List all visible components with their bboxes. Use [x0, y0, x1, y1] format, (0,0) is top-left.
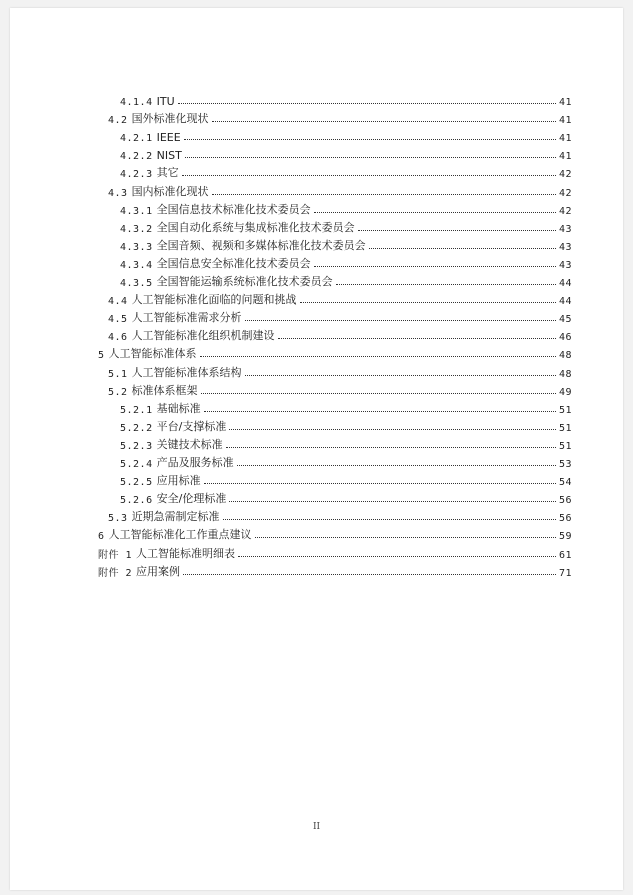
- toc-entry-title: 其它: [156, 166, 179, 179]
- toc-entry-page: 48: [558, 369, 572, 380]
- toc-entry-page: 54: [558, 477, 572, 488]
- toc-entry[interactable]: [120, 90, 572, 108]
- toc-entry-title: 标准体系框架: [131, 384, 198, 397]
- toc-entry-page: 42: [558, 206, 572, 217]
- toc-dot-leader: [229, 501, 556, 502]
- toc-entry-page: 42: [558, 188, 572, 199]
- toc-entry-page: 43: [558, 260, 572, 271]
- toc-entry-title: ITU: [156, 95, 175, 108]
- toc-entry[interactable]: [120, 235, 572, 253]
- toc-entry[interactable]: [120, 488, 572, 506]
- toc-entry-title: 关键技术标准: [156, 438, 223, 451]
- toc-entry[interactable]: [120, 452, 572, 470]
- toc-entry[interactable]: [120, 126, 572, 144]
- document-page: [10, 8, 623, 890]
- toc-entry-number: 附件 1: [98, 550, 133, 561]
- toc-entry-number: 4.3.2: [120, 224, 153, 235]
- toc-entry-page: 46: [558, 332, 572, 343]
- toc-entry[interactable]: [120, 470, 572, 488]
- toc-entry-page: 44: [558, 296, 572, 307]
- toc-entry-title: 安全/伦理标准: [156, 492, 227, 505]
- toc-dot-leader: [223, 519, 556, 520]
- toc-entry-number: 5.2: [108, 387, 128, 398]
- toc-entry-title: 全国信息技术标准化技术委员会: [156, 203, 311, 216]
- toc-dot-leader: [182, 175, 556, 176]
- toc-dot-leader: [237, 465, 556, 466]
- toc-entry[interactable]: [120, 271, 572, 289]
- toc-entry[interactable]: [98, 543, 572, 561]
- page-number: II: [312, 822, 321, 832]
- toc-dot-leader: [314, 266, 556, 267]
- toc-entry-number: 4.3.1: [120, 206, 153, 217]
- toc-entry[interactable]: [120, 199, 572, 217]
- toc-dot-leader: [245, 320, 556, 321]
- toc-entry[interactable]: [120, 253, 572, 271]
- toc-entry-number: 4.1.4: [120, 97, 153, 108]
- toc-entry[interactable]: [120, 398, 572, 416]
- toc-entry-number: 5: [98, 350, 105, 361]
- toc-dot-leader: [226, 447, 556, 448]
- toc-entry-title: 近期急需制定标准: [131, 510, 220, 523]
- toc-entry-title: 基础标准: [156, 402, 201, 415]
- toc-entry[interactable]: [108, 506, 572, 524]
- toc-entry-page: 42: [558, 169, 572, 180]
- toc-entry-number: 4.2: [108, 115, 128, 126]
- toc-entry-page: 41: [558, 115, 572, 126]
- toc-dot-leader: [238, 556, 556, 557]
- toc-entry-page: 59: [558, 531, 572, 542]
- toc-entry-page: 71: [558, 568, 572, 579]
- toc-entry-page: 41: [558, 133, 572, 144]
- toc-entry[interactable]: [120, 162, 572, 180]
- toc-entry-number: 4.2.2: [120, 151, 153, 162]
- toc-entry-title: 国外标准化现状: [131, 112, 209, 125]
- toc-entry-title: 人工智能标准化组织机制建设: [131, 329, 275, 342]
- toc-entry-page: 61: [558, 550, 572, 561]
- toc-entry-title: 人工智能标准明细表: [136, 547, 236, 560]
- toc-dot-leader: [185, 157, 556, 158]
- toc-dot-leader: [336, 284, 556, 285]
- toc-entry-title: 平台/支撑标准: [156, 420, 227, 433]
- toc-dot-leader: [358, 230, 556, 231]
- toc-entry-page: 53: [558, 459, 572, 470]
- toc-entry-title: 全国自动化系统与集成标准化技术委员会: [156, 221, 355, 234]
- toc-entry-title: 应用标准: [156, 474, 201, 487]
- toc-entry-title: 全国音频、视频和多媒体标准化技术委员会: [156, 239, 366, 252]
- toc-dot-leader: [184, 139, 556, 140]
- toc-entry-number: 附件 2: [98, 568, 133, 579]
- toc-dot-leader: [278, 338, 556, 339]
- toc-entry[interactable]: [120, 144, 572, 162]
- toc-entry-title: 全国信息安全标准化技术委员会: [156, 257, 311, 270]
- toc-entry-number: 5.2.2: [120, 423, 153, 434]
- toc-entry-number: 4.3.5: [120, 278, 153, 289]
- toc-entry-page: 48: [558, 350, 572, 361]
- toc-entry-title: 人工智能标准体系结构: [131, 366, 242, 379]
- toc-entry-title: IEEE: [156, 131, 181, 144]
- toc-entry-page: 43: [558, 242, 572, 253]
- toc-entry-number: 4.3.4: [120, 260, 153, 271]
- toc-entry-number: 5.2.5: [120, 477, 153, 488]
- toc-dot-leader: [201, 393, 556, 394]
- toc-dot-leader: [300, 302, 556, 303]
- toc-entry-number: 5.2.3: [120, 441, 153, 452]
- toc-entry-number: 5.2.1: [120, 405, 153, 416]
- toc-entry[interactable]: [108, 108, 572, 126]
- toc-dot-leader: [369, 248, 556, 249]
- toc-dot-leader: [314, 212, 556, 213]
- toc-entry[interactable]: [98, 524, 572, 542]
- toc-entry-page: 56: [558, 495, 572, 506]
- toc-entry[interactable]: [120, 217, 572, 235]
- toc-entry-page: 43: [558, 224, 572, 235]
- toc-dot-leader: [178, 103, 556, 104]
- toc-entry-number: 4.2.3: [120, 169, 153, 180]
- toc-dot-leader: [229, 429, 556, 430]
- toc-entry-title: 人工智能标准化面临的问题和挑战: [131, 293, 297, 306]
- toc-entry-number: 4.2.1: [120, 133, 153, 144]
- toc-entry-page: 51: [558, 441, 572, 452]
- toc-entry[interactable]: [120, 416, 572, 434]
- toc-entry-number: 5.1: [108, 369, 128, 380]
- toc-entry-number: 4.3.3: [120, 242, 153, 253]
- toc-entry-title: 应用案例: [136, 565, 181, 578]
- toc-entry-number: 4.5: [108, 314, 128, 325]
- toc-entry-number: 4.4: [108, 296, 128, 307]
- toc-dot-leader: [204, 411, 556, 412]
- toc-entry-title: NIST: [156, 149, 182, 162]
- toc-entry[interactable]: [108, 362, 572, 380]
- toc-entry-number: 4.3: [108, 188, 128, 199]
- toc-entry-page: 51: [558, 405, 572, 416]
- toc-entry-title: 人工智能标准需求分析: [131, 311, 242, 324]
- toc-entry-title: 国内标准化现状: [131, 185, 209, 198]
- toc-entry[interactable]: [108, 289, 572, 307]
- toc-entry[interactable]: [98, 343, 572, 361]
- toc-dot-leader: [212, 194, 556, 195]
- toc-entry-title: 全国智能运输系统标准化技术委员会: [156, 275, 333, 288]
- toc-entry[interactable]: [108, 307, 572, 325]
- toc-entry-number: 5.2.6: [120, 495, 153, 506]
- toc-entry-page: 41: [558, 151, 572, 162]
- toc-dot-leader: [200, 356, 556, 357]
- toc-entry[interactable]: [98, 561, 572, 579]
- toc-dot-leader: [245, 375, 556, 376]
- toc-entry[interactable]: [108, 380, 572, 398]
- toc-entry-page: 44: [558, 278, 572, 289]
- toc-entry-page: 49: [558, 387, 572, 398]
- toc-dot-leader: [212, 121, 556, 122]
- toc-entry-number: 4.6: [108, 332, 128, 343]
- toc-entry[interactable]: [108, 181, 572, 199]
- toc-entry-title: 产品及服务标准: [156, 456, 234, 469]
- toc-entry[interactable]: [120, 434, 572, 452]
- toc-dot-leader: [183, 574, 556, 575]
- toc-entry-page: 41: [558, 97, 572, 108]
- toc-entry-page: 56: [558, 513, 572, 524]
- toc-entry-page: 51: [558, 423, 572, 434]
- toc-entry-number: 5.3: [108, 513, 128, 524]
- toc-entry-number: 6: [98, 531, 105, 542]
- toc-entry-page: 45: [558, 314, 572, 325]
- toc-dot-leader: [255, 537, 556, 538]
- toc-entry-title: 人工智能标准化工作重点建议: [108, 528, 252, 541]
- toc-dot-leader: [204, 483, 556, 484]
- toc-entry[interactable]: [108, 325, 572, 343]
- toc-entry-title: 人工智能标准体系: [108, 347, 197, 360]
- toc-entry-number: 5.2.4: [120, 459, 153, 470]
